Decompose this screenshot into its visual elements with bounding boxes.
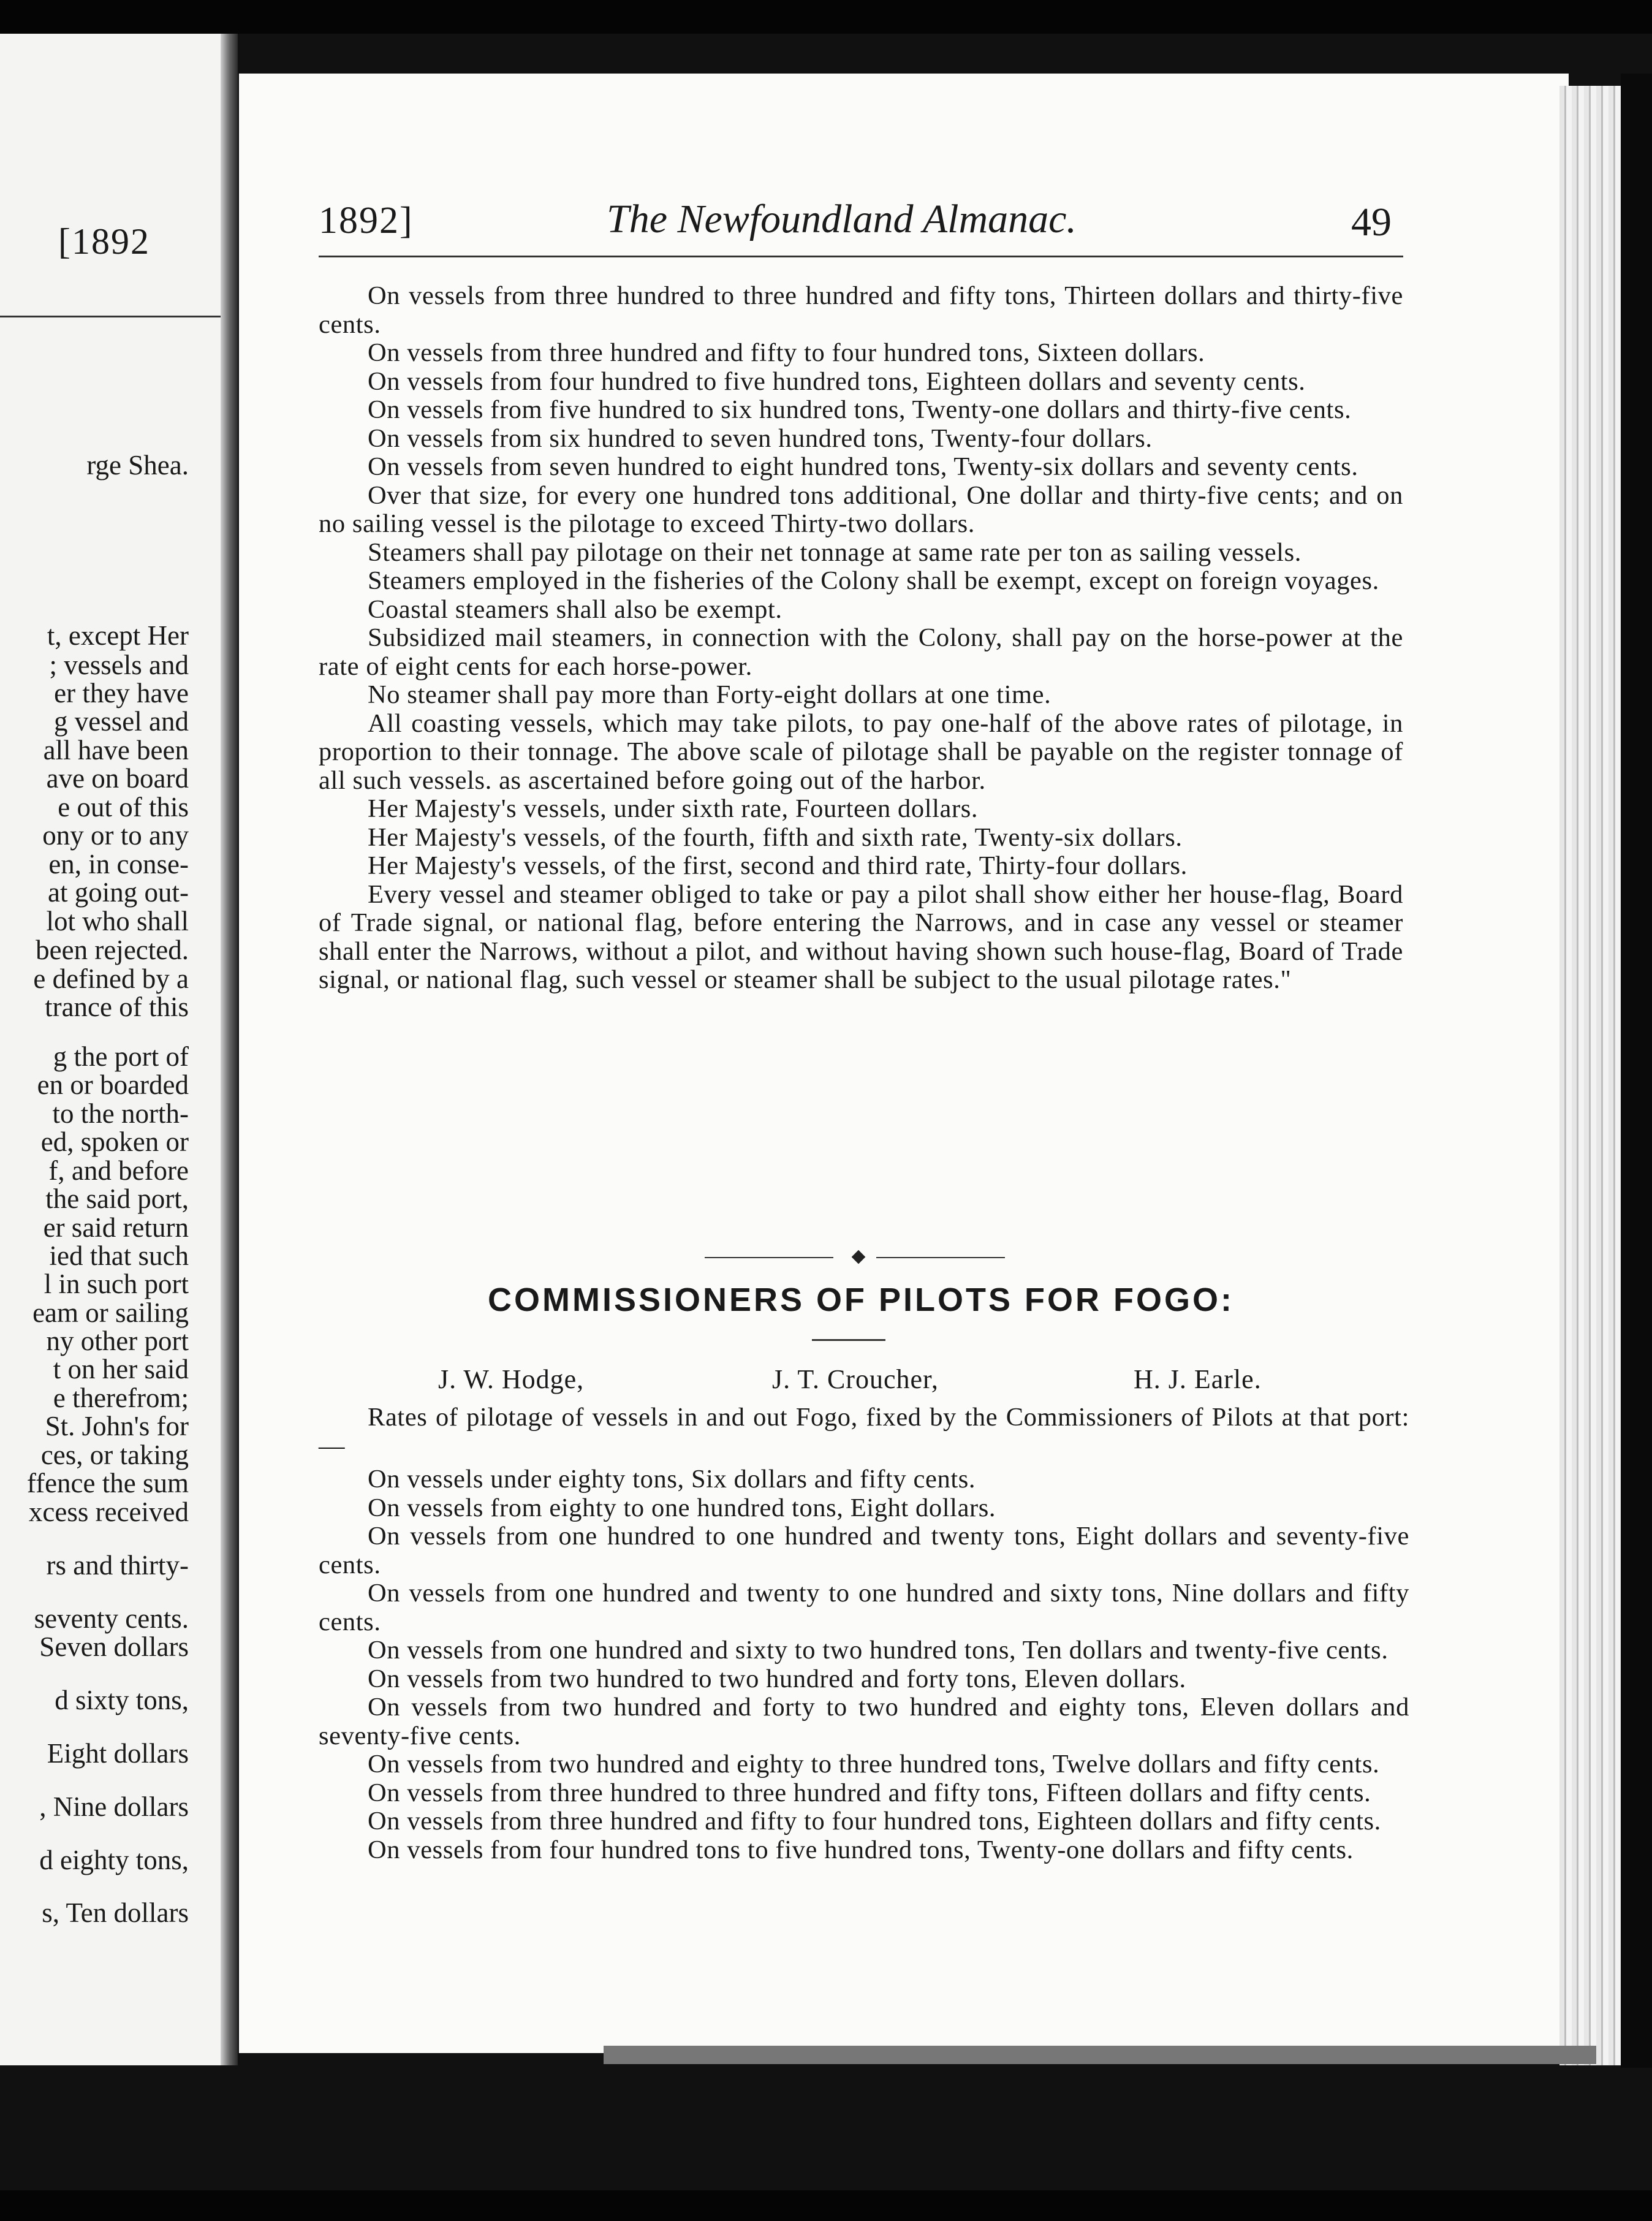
paragraph: On vessels from two hundred and forty to two hundred and eighty tons, Eleven dollars and seventy-five cents.: [319, 1693, 1409, 1750]
paragraph: On vessels from one hundred to one hundred and twenty tons, Eight dollars and seventy-five cents.: [319, 1522, 1409, 1579]
commissioner-name: J. T. Croucher,: [772, 1364, 939, 1394]
left-page-text-fragment: e out of this: [58, 792, 189, 822]
left-page-text-fragment: , Nine dollars: [39, 1791, 189, 1822]
left-page-text-fragment: ony or to any: [42, 820, 189, 851]
paragraph: On vessels from eighty to one hundred tons, Eight dollars.: [368, 1493, 996, 1522]
left-page-text-fragment: seventy cents.: [34, 1603, 189, 1634]
left-page-text-fragment: Seven dollars: [39, 1631, 189, 1662]
paragraph: On vessels from four hundred to five hundred tons, Eighteen dollars and seventy cents.: [368, 366, 1306, 396]
left-page-text-fragment: en or boarded: [37, 1069, 189, 1100]
commissioner-name: J. W. Hodge,: [438, 1364, 585, 1394]
scan-border-right: [1621, 74, 1652, 2068]
left-page-text-fragment: rs and thirty-: [46, 1550, 189, 1581]
section-heading: COMMISSIONERS OF PILOTS FOR FOGO:: [487, 1281, 1234, 1318]
left-page-text-fragment: ces, or taking: [40, 1440, 189, 1470]
page-edges: [1559, 86, 1621, 2065]
left-page-text-fragment: er they have: [54, 678, 189, 708]
paragraph: On vessels from three hundred to three hundred and fifty tons, Thirteen dollars and thirty-five cents.: [319, 281, 1403, 339]
scan-border-bottom: [0, 2190, 1652, 2221]
left-page-header: [1892: [58, 221, 150, 262]
left-page-text-fragment: ffence the sum: [26, 1468, 189, 1498]
left-page-text-fragment: ave on board: [46, 763, 189, 794]
page-bottom-shadow: [604, 2046, 1596, 2064]
paragraph: On vessels from one hundred and twenty to one hundred and sixty tons, Nine dollars and fifty cents.: [319, 1579, 1409, 1636]
left-page-text-fragment: eam or sailing: [32, 1297, 189, 1328]
left-page-text-fragment: d sixty tons,: [55, 1685, 189, 1715]
left-page-text-fragment: f, and before: [48, 1155, 189, 1186]
facing-left-page: [0, 34, 232, 2065]
paragraph: Her Majesty's vessels, under sixth rate, Fourteen dollars.: [368, 794, 979, 823]
paragraph: Rates of pilotage of vessels in and out Fogo, fixed by the Commissioners of Pilots at that port:—: [319, 1403, 1409, 1460]
running-head-year: 1892]: [319, 200, 414, 241]
left-page-text-fragment: t, except Her: [47, 620, 189, 651]
fogo-rates-text: [319, 1403, 1409, 1864]
left-page-text-fragment: s, Ten dollars: [42, 1897, 189, 1928]
ornament-diamond: [852, 1250, 866, 1264]
paragraph: Her Majesty's vessels, of the first, second and third rate, Thirty-four dollars.: [368, 851, 1188, 880]
paragraph: On vessels from two hundred and eighty to three hundred tons, Twelve dollars and fifty cents.: [368, 1750, 1380, 1779]
left-page-text-fragment: ; vessels and: [49, 650, 189, 680]
paragraph: On vessels from two hundred to two hundred and forty tons, Eleven dollars.: [368, 1664, 1186, 1693]
paragraph: Subsidized mail steamers, in connection with the Colony, shall pay on the horse-power at the rate of eight cents for each horse-power.: [319, 623, 1403, 681]
running-head-title: The Newfoundland Almanac.: [607, 197, 1077, 241]
left-page-text-fragment: xcess received: [28, 1497, 189, 1527]
paragraph: On vessels from three hundred and fifty to four hundred tons, Sixteen dollars.: [368, 338, 1205, 367]
left-page-text-fragment: at going out-: [48, 877, 189, 908]
left-page-text-fragment: l in such port: [44, 1269, 189, 1299]
section-divider-ornament: [705, 1250, 1017, 1265]
paragraph: Steamers shall pay pilotage on their net tonnage at same rate per ton as sailing vessels.: [368, 537, 1302, 567]
paragraph: On vessels from four hundred tons to five hundred tons, Twenty-one dollars and fifty cents.: [368, 1835, 1354, 1864]
left-page-text-fragment: e therefrom;: [53, 1383, 189, 1413]
paragraph: On vessels from one hundred and sixty to two hundred tons, Ten dollars and twenty-five cents.: [368, 1636, 1389, 1665]
left-page-text-fragment: the said port,: [45, 1183, 189, 1214]
left-page-text-fragment: g the port of: [53, 1041, 189, 1072]
left-page-text-fragment: t on her said: [53, 1354, 189, 1384]
left-page-rule: [0, 316, 221, 317]
page-number: 49: [1351, 200, 1392, 245]
left-page-text-fragment: lot who shall: [46, 906, 189, 936]
paragraph: On vessels from three hundred to three hundred and fifty tons, Fifteen dollars and fifty cents.: [368, 1778, 1371, 1807]
ornament-line-left: [705, 1257, 833, 1258]
commissioner-name: H. J. Earle.: [1134, 1364, 1262, 1394]
left-page-text-fragment: ny other port: [46, 1326, 189, 1356]
paragraph: On vessels from five hundred to six hundred tons, Twenty-one dollars and thirty-five cents.: [368, 395, 1352, 424]
left-page-text-fragment: en, in conse-: [48, 849, 189, 879]
paragraph: Over that size, for every one hundred tons additional, One dollar and thirty-five cents; and on no sailing vessel is the pilotage to exceed Thirty-two dollars.: [319, 480, 1403, 538]
scan-border-top: [0, 0, 1652, 34]
left-page-text-fragment: trance of this: [45, 992, 189, 1022]
section-heading-rule: [812, 1339, 885, 1341]
header-rule: [319, 256, 1403, 257]
left-page-text-fragment: ed, spoken or: [40, 1126, 189, 1157]
left-page-text-fragment: g vessel and: [54, 706, 189, 737]
left-page-text-fragment: all have been: [43, 735, 189, 765]
paragraph: On vessels from six hundred to seven hundred tons, Twenty-four dollars.: [368, 423, 1153, 453]
pilotage-rates-text: [319, 282, 1403, 995]
ornament-line-right: [876, 1257, 1005, 1258]
paragraph: On vessels from seven hundred to eight hundred tons, Twenty-six dollars and seventy cents.: [368, 452, 1358, 481]
paragraph: Steamers employed in the fisheries of the Colony shall be exempt, except on foreign voyages.: [368, 566, 1379, 595]
paragraph: No steamer shall pay more than Forty-eight dollars at one time.: [368, 680, 1051, 709]
left-page-text-fragment: to the north-: [52, 1098, 189, 1129]
left-page-text-fragment: er said return: [43, 1212, 189, 1243]
paragraph: Her Majesty's vessels, of the fourth, fifth and sixth rate, Twenty-six dollars.: [368, 822, 1183, 852]
left-page-text-fragment: d eighty tons,: [39, 1845, 189, 1875]
left-page-text-fragment: been rejected.: [36, 935, 189, 965]
paragraph: On vessels from three hundred and fifty to four hundred tons, Eighteen dollars and fifty cents.: [368, 1807, 1381, 1836]
paragraph: Every vessel and steamer obliged to take or pay a pilot shall show either her house-flag, Board of Trade signal, or national flag, before entering the Narrows, and in case any vessel or steamer shall enter the Narrows, without a pilot, and without having shown such house-flag, Board of Trade signal, or national flag, such vessel or steamer shall be subject to the usual pilotage rates.": [319, 879, 1403, 994]
left-page-text-fragment: St. John's for: [45, 1411, 189, 1441]
paragraph: Coastal steamers shall also be exempt.: [368, 594, 782, 624]
left-page-text-fragment: e defined by a: [33, 963, 189, 994]
left-page-text-fragment: Eight dollars: [47, 1738, 189, 1769]
book-gutter: [221, 34, 238, 2065]
left-page-text-fragment: ied that such: [49, 1240, 189, 1271]
left-page-text-fragment: rge Shea.: [86, 450, 189, 480]
paragraph: On vessels under eighty tons, Six dollars and fifty cents.: [368, 1465, 976, 1494]
paragraph: All coasting vessels, which may take pilots, to pay one-half of the above rates of pilotage, in proportion to their tonnage. The above scale of pilotage shall be payable on the register tonnage of all such vessels. as ascertained before going out of the harbor.: [319, 708, 1403, 795]
